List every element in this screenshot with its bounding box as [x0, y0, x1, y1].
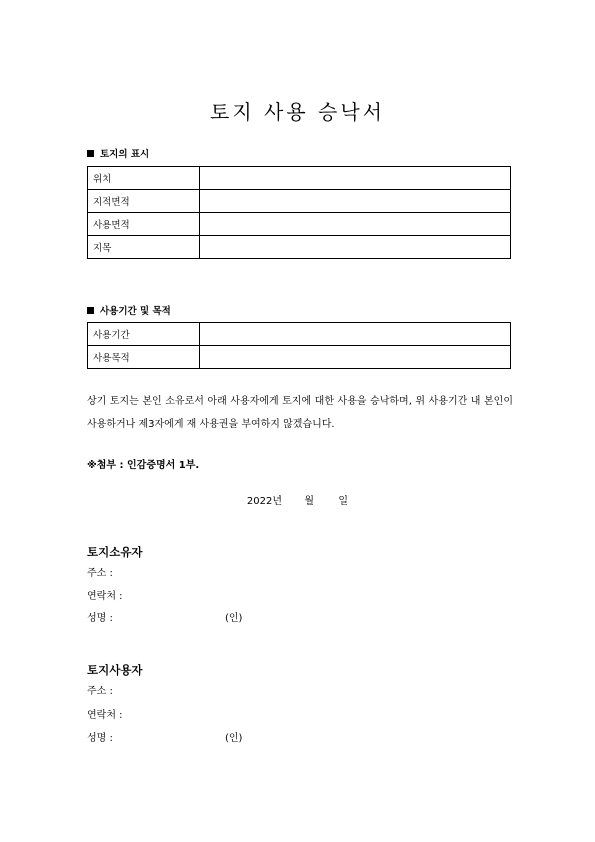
- square-bullet-icon: [87, 307, 94, 314]
- period-section-heading-text: 사용기간 및 목적: [100, 306, 171, 317]
- row-value[interactable]: [200, 167, 511, 190]
- date-month: 월: [304, 496, 315, 507]
- user-title: 토지사용자: [87, 663, 143, 677]
- land-section-heading-text: 토지의 표시: [100, 149, 150, 160]
- table-row: [88, 236, 511, 259]
- owner-name-label: 성명 :: [87, 613, 113, 624]
- row-label: 사용면적: [88, 213, 200, 236]
- owner-contact-label: 연락처 :: [87, 591, 123, 602]
- owner-seal-mark: (인): [225, 613, 243, 624]
- table-row: [88, 190, 511, 213]
- consent-statement: 상기 토지는 본인 소유로서 아래 사용자에게 토지에 대한 사용을 승낙하며, 위 사용기간 내 본인이 사용하거나 제3자에게 재 사용권을 부여하지 않겠습니다.: [87, 396, 513, 430]
- user-seal-mark: (인): [225, 733, 243, 744]
- owner-address-label: 주소 :: [87, 568, 113, 579]
- row-label: 위치: [88, 167, 200, 190]
- date-day: 일: [338, 496, 349, 507]
- row-value[interactable]: [200, 236, 511, 259]
- row-value[interactable]: [200, 213, 511, 236]
- land-section-heading: [87, 146, 149, 160]
- table-row: [88, 213, 511, 236]
- row-label: 지적면적: [88, 190, 200, 213]
- date-line: [0, 492, 595, 507]
- table-row: [88, 323, 511, 346]
- period-section-heading: [87, 303, 171, 317]
- land-info-table: [87, 166, 511, 259]
- row-label: 사용기간: [88, 323, 200, 346]
- row-value[interactable]: [200, 323, 511, 346]
- user-address-label: 주소 :: [87, 686, 113, 697]
- user-name-label: 성명 :: [87, 733, 113, 744]
- row-label: 사용목적: [88, 346, 200, 369]
- user-contact-label: 연락처 :: [87, 710, 123, 721]
- row-label: 지목: [88, 236, 200, 259]
- date-year: 2022년: [246, 496, 282, 507]
- document-title: 토지 사용 승낙서: [210, 100, 385, 124]
- period-info-table: [87, 322, 511, 369]
- row-value[interactable]: [200, 346, 511, 369]
- owner-title: 토지소유자: [87, 545, 143, 559]
- table-row: [88, 167, 511, 190]
- row-value[interactable]: [200, 190, 511, 213]
- attachment-note: ※첨부 : 인감증명서 1부.: [87, 460, 200, 471]
- square-bullet-icon: [87, 150, 94, 157]
- table-row: [88, 346, 511, 369]
